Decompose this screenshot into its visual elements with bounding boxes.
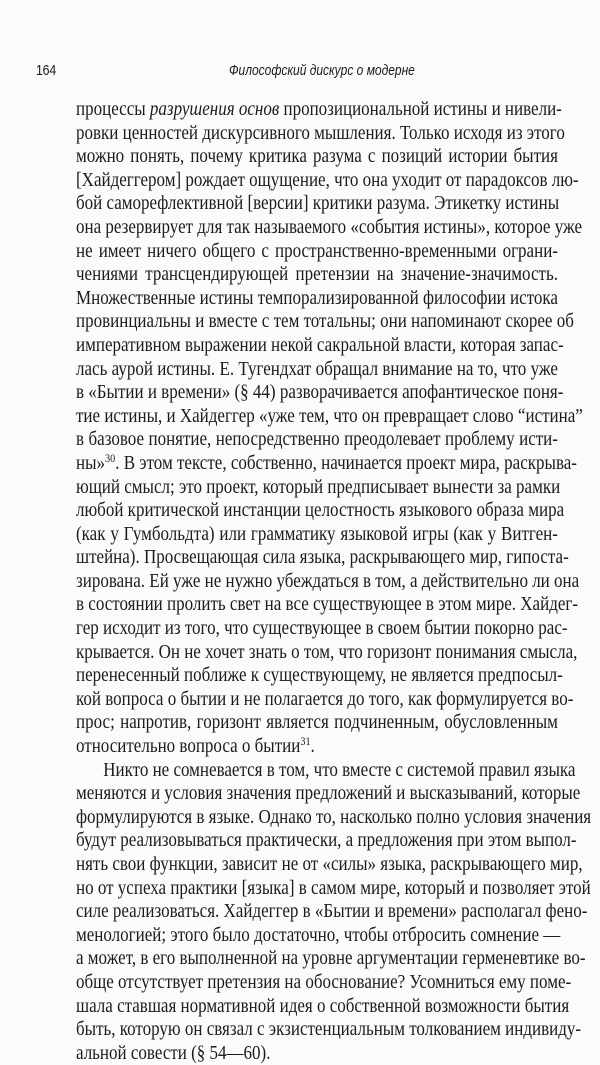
text-line: штейна). Просвещающая сила языка, раскрывающего мир, гипоста- xyxy=(76,546,569,569)
emphasis-text: разрушения основ xyxy=(149,98,280,120)
running-title: Философский дискурс о модерне xyxy=(229,62,415,79)
text-line: в «Бытии и времени» (§ 44) разворачивается апофантическое поня- xyxy=(76,381,564,404)
page-number: 164 xyxy=(36,62,57,79)
text-line: а может, в его выполненной на уровне аргументации герменевтике во- xyxy=(76,947,586,970)
text-line: процессы разрушения основ пропозициональной истины и нивели- xyxy=(76,98,562,120)
text-line: меняются и условия значения предложений и высказываний, которые xyxy=(76,782,581,805)
text-line: лась аурой истины. Е. Тугендхат обращал внимание на то, что уже xyxy=(76,357,558,380)
text-line: не имеет ничего общего с пространственно-временными ограни- xyxy=(76,239,558,262)
text-line: императивном выражении некой сакральной власти, которая запас- xyxy=(76,333,564,356)
paragraph-1 xyxy=(76,98,583,759)
paragraph-2 xyxy=(76,758,592,1065)
text-line: чениями трансцендирующей претензии на значение-значимость. xyxy=(76,263,558,286)
text-line: силе реализоваться. Хайдеггер в «Бытии и времени» располагал фено- xyxy=(76,900,588,923)
text-line: ны»$^{30}$. В этом тексте, собственно, начинается проект мира, раскрыва- xyxy=(76,450,577,474)
text-line: можно понять, почему критика разума с позиций истории бытия xyxy=(76,145,558,168)
text-line: бой саморефлективной [версии] критики разума. Этикетку истины xyxy=(76,192,560,215)
text-line: прос; напротив, горизонт является подчиненным, обусловленным xyxy=(76,711,558,734)
text-line: ровки ценностей дискурсивного мышления. Только исходя из этого xyxy=(76,121,565,144)
text-line: обще отсутствует претензия на обоснование? Усомниться ему поме- xyxy=(76,970,572,993)
text-line: но от успеха практики [языка] в самом мире, который и позволяет этой xyxy=(76,876,591,899)
text-line: крывается. Он не хочет знать о том, что горизонт понимания смысла, xyxy=(76,640,578,663)
text-line: относительно вопроса о бытии$^{31}$. xyxy=(76,734,315,758)
text-line: зирована. Ей уже не нужно убеждаться в том, а действительно ли она xyxy=(76,569,580,592)
text-line: формулируются в языке. Однако то, насколько полно условия значения xyxy=(76,805,592,828)
text-line: кой вопроса о бытии и не полагается до того, как формулируется во- xyxy=(76,687,574,710)
text-line: Множественные истины темпорализированной философии истока xyxy=(76,286,558,309)
text-line: перенесенный поближе к существующему, не является предпосыл- xyxy=(76,664,563,687)
text-line: она резервирует для так называемого «события истины», которое уже xyxy=(76,215,583,238)
body-text xyxy=(76,98,592,1065)
text-line: в состоянии пролить свет на все существующее в этом мире. Хайдег- xyxy=(76,593,579,616)
text-line: провинциальны и вместе с тем тотальны; они напоминают скорее об xyxy=(76,310,574,333)
text-line: шала ставшая нормативной идея о собственной возможности бытия xyxy=(76,994,570,1017)
text-line: быть, которую он связал с экзистенциальным толкованием индивиду- xyxy=(76,1018,582,1041)
text-line: [Хайдеггером] рождает ощущение, что она уходит от парадоксов лю- xyxy=(76,168,579,191)
text-line: будут реализовываться практически, а предложения при этом выпол- xyxy=(76,829,577,852)
text-line: любой критической инстанции целостность языкового образа мира xyxy=(76,499,565,522)
footnote-ref-31: 31 xyxy=(300,734,311,749)
text-line: нять свои функции, зависит не от «силы» языка, раскрывающего мир, xyxy=(76,853,583,875)
text-line: тие истины, и Хайдеггер «уже тем, что он превращает слово “истина” xyxy=(76,404,583,427)
text-line: гер исходит из того, что существующее в своем бытии покорно рас- xyxy=(76,617,568,640)
footnote-ref-30: 30 xyxy=(105,450,116,465)
text-line: ющий смысл; это проект, который предписывает вынести за рамки xyxy=(76,475,561,498)
text-line: (как у Гумбольдта) или грамматику языковой игры (как у Витген- xyxy=(76,522,558,545)
page-header xyxy=(36,52,568,78)
text-line: менологией; этого было достаточно, чтобы отбросить сомнение — xyxy=(76,923,561,946)
text-line: Никто не сомневается в том, что вместе с системой правил языка xyxy=(103,758,576,781)
text-line: альной совести (§ 54—60). xyxy=(76,1041,271,1064)
text-line: в базовое понятие, непосредственно преодолевает проблему исти- xyxy=(76,428,558,451)
